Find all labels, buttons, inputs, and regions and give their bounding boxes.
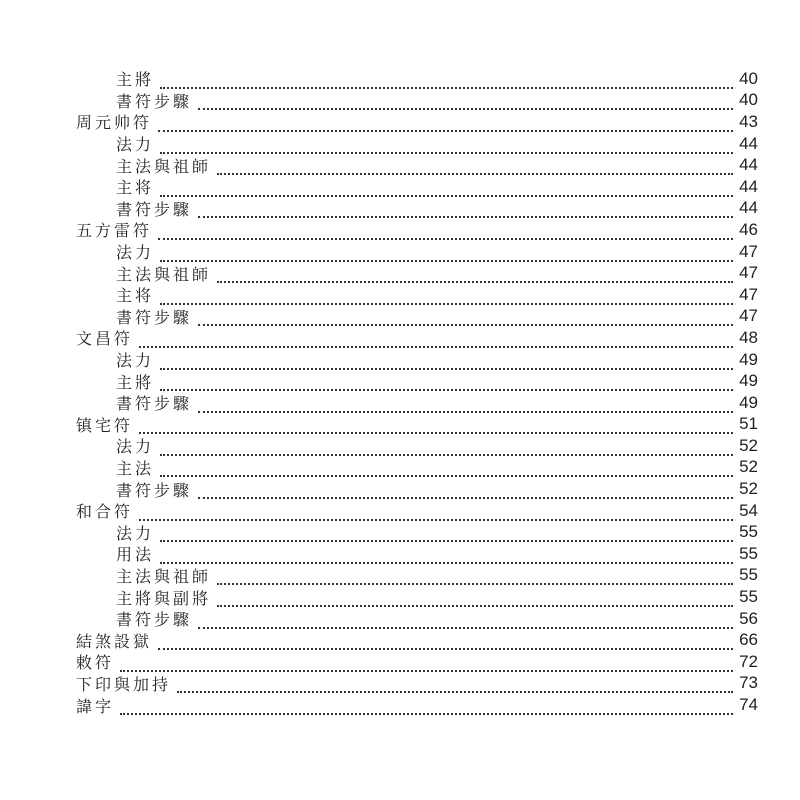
toc-entry-title: 主将 (116, 175, 160, 198)
dot-leader (160, 138, 733, 154)
dot-leader (217, 267, 733, 283)
toc-entry-title: 書符步驟 (116, 89, 198, 112)
toc-subentry[interactable] (76, 68, 758, 90)
dot-leader (160, 526, 733, 542)
dot-leader (160, 440, 733, 456)
toc-page-number: 55 (739, 543, 758, 563)
toc-subentry[interactable] (76, 90, 758, 112)
toc-page-number: 55 (739, 522, 758, 542)
toc-entry-title: 五方雷符 (76, 218, 158, 241)
toc-entry-title: 法力 (116, 348, 160, 371)
toc-entry-title: 法力 (116, 521, 160, 544)
toc-subentry[interactable] (76, 284, 758, 306)
toc-entry[interactable] (76, 629, 758, 651)
dot-leader (160, 181, 733, 197)
dot-leader (139, 332, 733, 348)
table-of-contents (76, 68, 758, 716)
toc-subentry[interactable] (76, 478, 758, 500)
toc-entry[interactable] (76, 500, 758, 522)
dot-leader (198, 202, 733, 218)
dot-leader (198, 94, 733, 110)
toc-page-number: 40 (739, 90, 758, 110)
toc-entry-title: 法力 (116, 434, 160, 457)
dot-leader (160, 548, 733, 564)
toc-subentry[interactable] (76, 586, 758, 608)
toc-page-number: 47 (739, 284, 758, 304)
toc-entry-title: 諱字 (76, 694, 120, 717)
dot-leader (160, 375, 733, 391)
toc-page-number: 44 (739, 133, 758, 153)
toc-entry-title: 主法與祖師 (116, 564, 217, 587)
toc-subentry[interactable] (76, 176, 758, 198)
toc-page-number: 40 (739, 68, 758, 88)
toc-entry-title: 和合符 (76, 499, 139, 522)
toc-page-number: 47 (739, 241, 758, 261)
toc-page-number: 55 (739, 565, 758, 585)
dot-leader (217, 159, 733, 175)
toc-entry-title: 镇宅符 (76, 413, 139, 436)
toc-entry-title: 主將與副將 (116, 586, 217, 609)
toc-entry-title: 敕符 (76, 650, 120, 673)
toc-entry[interactable] (76, 219, 758, 241)
toc-page-number: 44 (739, 198, 758, 218)
toc-page-number: 46 (739, 219, 758, 239)
toc-entry-title: 用法 (116, 542, 160, 565)
toc-page-number: 55 (739, 587, 758, 607)
toc-page-number: 43 (739, 111, 758, 131)
toc-page-number: 73 (739, 673, 758, 693)
toc-entry[interactable] (76, 673, 758, 695)
toc-page-number: 74 (739, 695, 758, 715)
dot-leader (160, 461, 733, 477)
toc-entry-title: 書符步驟 (116, 607, 198, 630)
toc-subentry[interactable] (76, 565, 758, 587)
toc-page-number: 48 (739, 327, 758, 347)
toc-subentry[interactable] (76, 262, 758, 284)
toc-entry-title: 書符步驟 (116, 391, 198, 414)
toc-subentry[interactable] (76, 154, 758, 176)
toc-entry[interactable] (76, 414, 758, 436)
dot-leader (198, 397, 733, 413)
dot-leader (139, 505, 733, 521)
dot-leader (120, 656, 733, 672)
toc-page-number: 49 (739, 371, 758, 391)
dot-leader (139, 418, 733, 434)
toc-subentry[interactable] (76, 306, 758, 328)
toc-subentry[interactable] (76, 608, 758, 630)
dot-leader (160, 73, 733, 89)
toc-page-number: 52 (739, 479, 758, 499)
toc-subentry[interactable] (76, 435, 758, 457)
toc-page-number: 72 (739, 651, 758, 671)
toc-entry-title: 主将 (116, 283, 160, 306)
toc-page-number: 54 (739, 500, 758, 520)
dot-leader (120, 699, 733, 715)
toc-entry-title: 主法與祖師 (116, 262, 217, 285)
toc-entry[interactable] (76, 694, 758, 716)
toc-subentry[interactable] (76, 198, 758, 220)
toc-entry-title: 周元帅符 (76, 110, 158, 133)
toc-page-number: 47 (739, 306, 758, 326)
toc-entry-title: 法力 (116, 240, 160, 263)
toc-subentry[interactable] (76, 349, 758, 371)
toc-subentry[interactable] (76, 543, 758, 565)
toc-entry[interactable] (76, 651, 758, 673)
toc-entry-title: 主將 (116, 370, 160, 393)
toc-subentry[interactable] (76, 457, 758, 479)
toc-page-number: 52 (739, 435, 758, 455)
toc-entry-title: 主法與祖師 (116, 154, 217, 177)
dot-leader (160, 354, 733, 370)
toc-entry-title: 書符步驟 (116, 197, 198, 220)
toc-entry[interactable] (76, 111, 758, 133)
toc-entry-title: 書符步驟 (116, 305, 198, 328)
dot-leader (158, 116, 733, 132)
toc-subentry[interactable] (76, 241, 758, 263)
toc-page-number: 49 (739, 392, 758, 412)
toc-entry-title: 結煞設獄 (76, 629, 158, 652)
dot-leader (198, 613, 733, 629)
toc-entry-title: 主法 (116, 456, 160, 479)
toc-page-number: 51 (739, 414, 758, 434)
toc-page-number: 56 (739, 608, 758, 628)
dot-leader (158, 224, 733, 240)
toc-page-number: 66 (739, 630, 758, 650)
toc-entry-title: 文昌符 (76, 326, 139, 349)
toc-entry-title: 主將 (116, 67, 160, 90)
toc-page-number: 44 (739, 155, 758, 175)
dot-leader (217, 591, 733, 607)
toc-entry-title: 書符步驟 (116, 478, 198, 501)
toc-subentry[interactable] (76, 521, 758, 543)
dot-leader (198, 310, 733, 326)
toc-entry-title: 法力 (116, 132, 160, 155)
dot-leader (217, 569, 733, 585)
toc-subentry[interactable] (76, 370, 758, 392)
toc-page-number: 47 (739, 263, 758, 283)
toc-subentry[interactable] (76, 133, 758, 155)
toc-entry[interactable] (76, 327, 758, 349)
toc-page-number: 49 (739, 349, 758, 369)
toc-page-number: 44 (739, 176, 758, 196)
toc-page-number: 52 (739, 457, 758, 477)
toc-entry-title: 下印與加持 (76, 672, 177, 695)
dot-leader (198, 483, 733, 499)
dot-leader (160, 246, 733, 262)
dot-leader (177, 677, 733, 693)
toc-subentry[interactable] (76, 392, 758, 414)
dot-leader (160, 289, 733, 305)
dot-leader (158, 634, 733, 650)
